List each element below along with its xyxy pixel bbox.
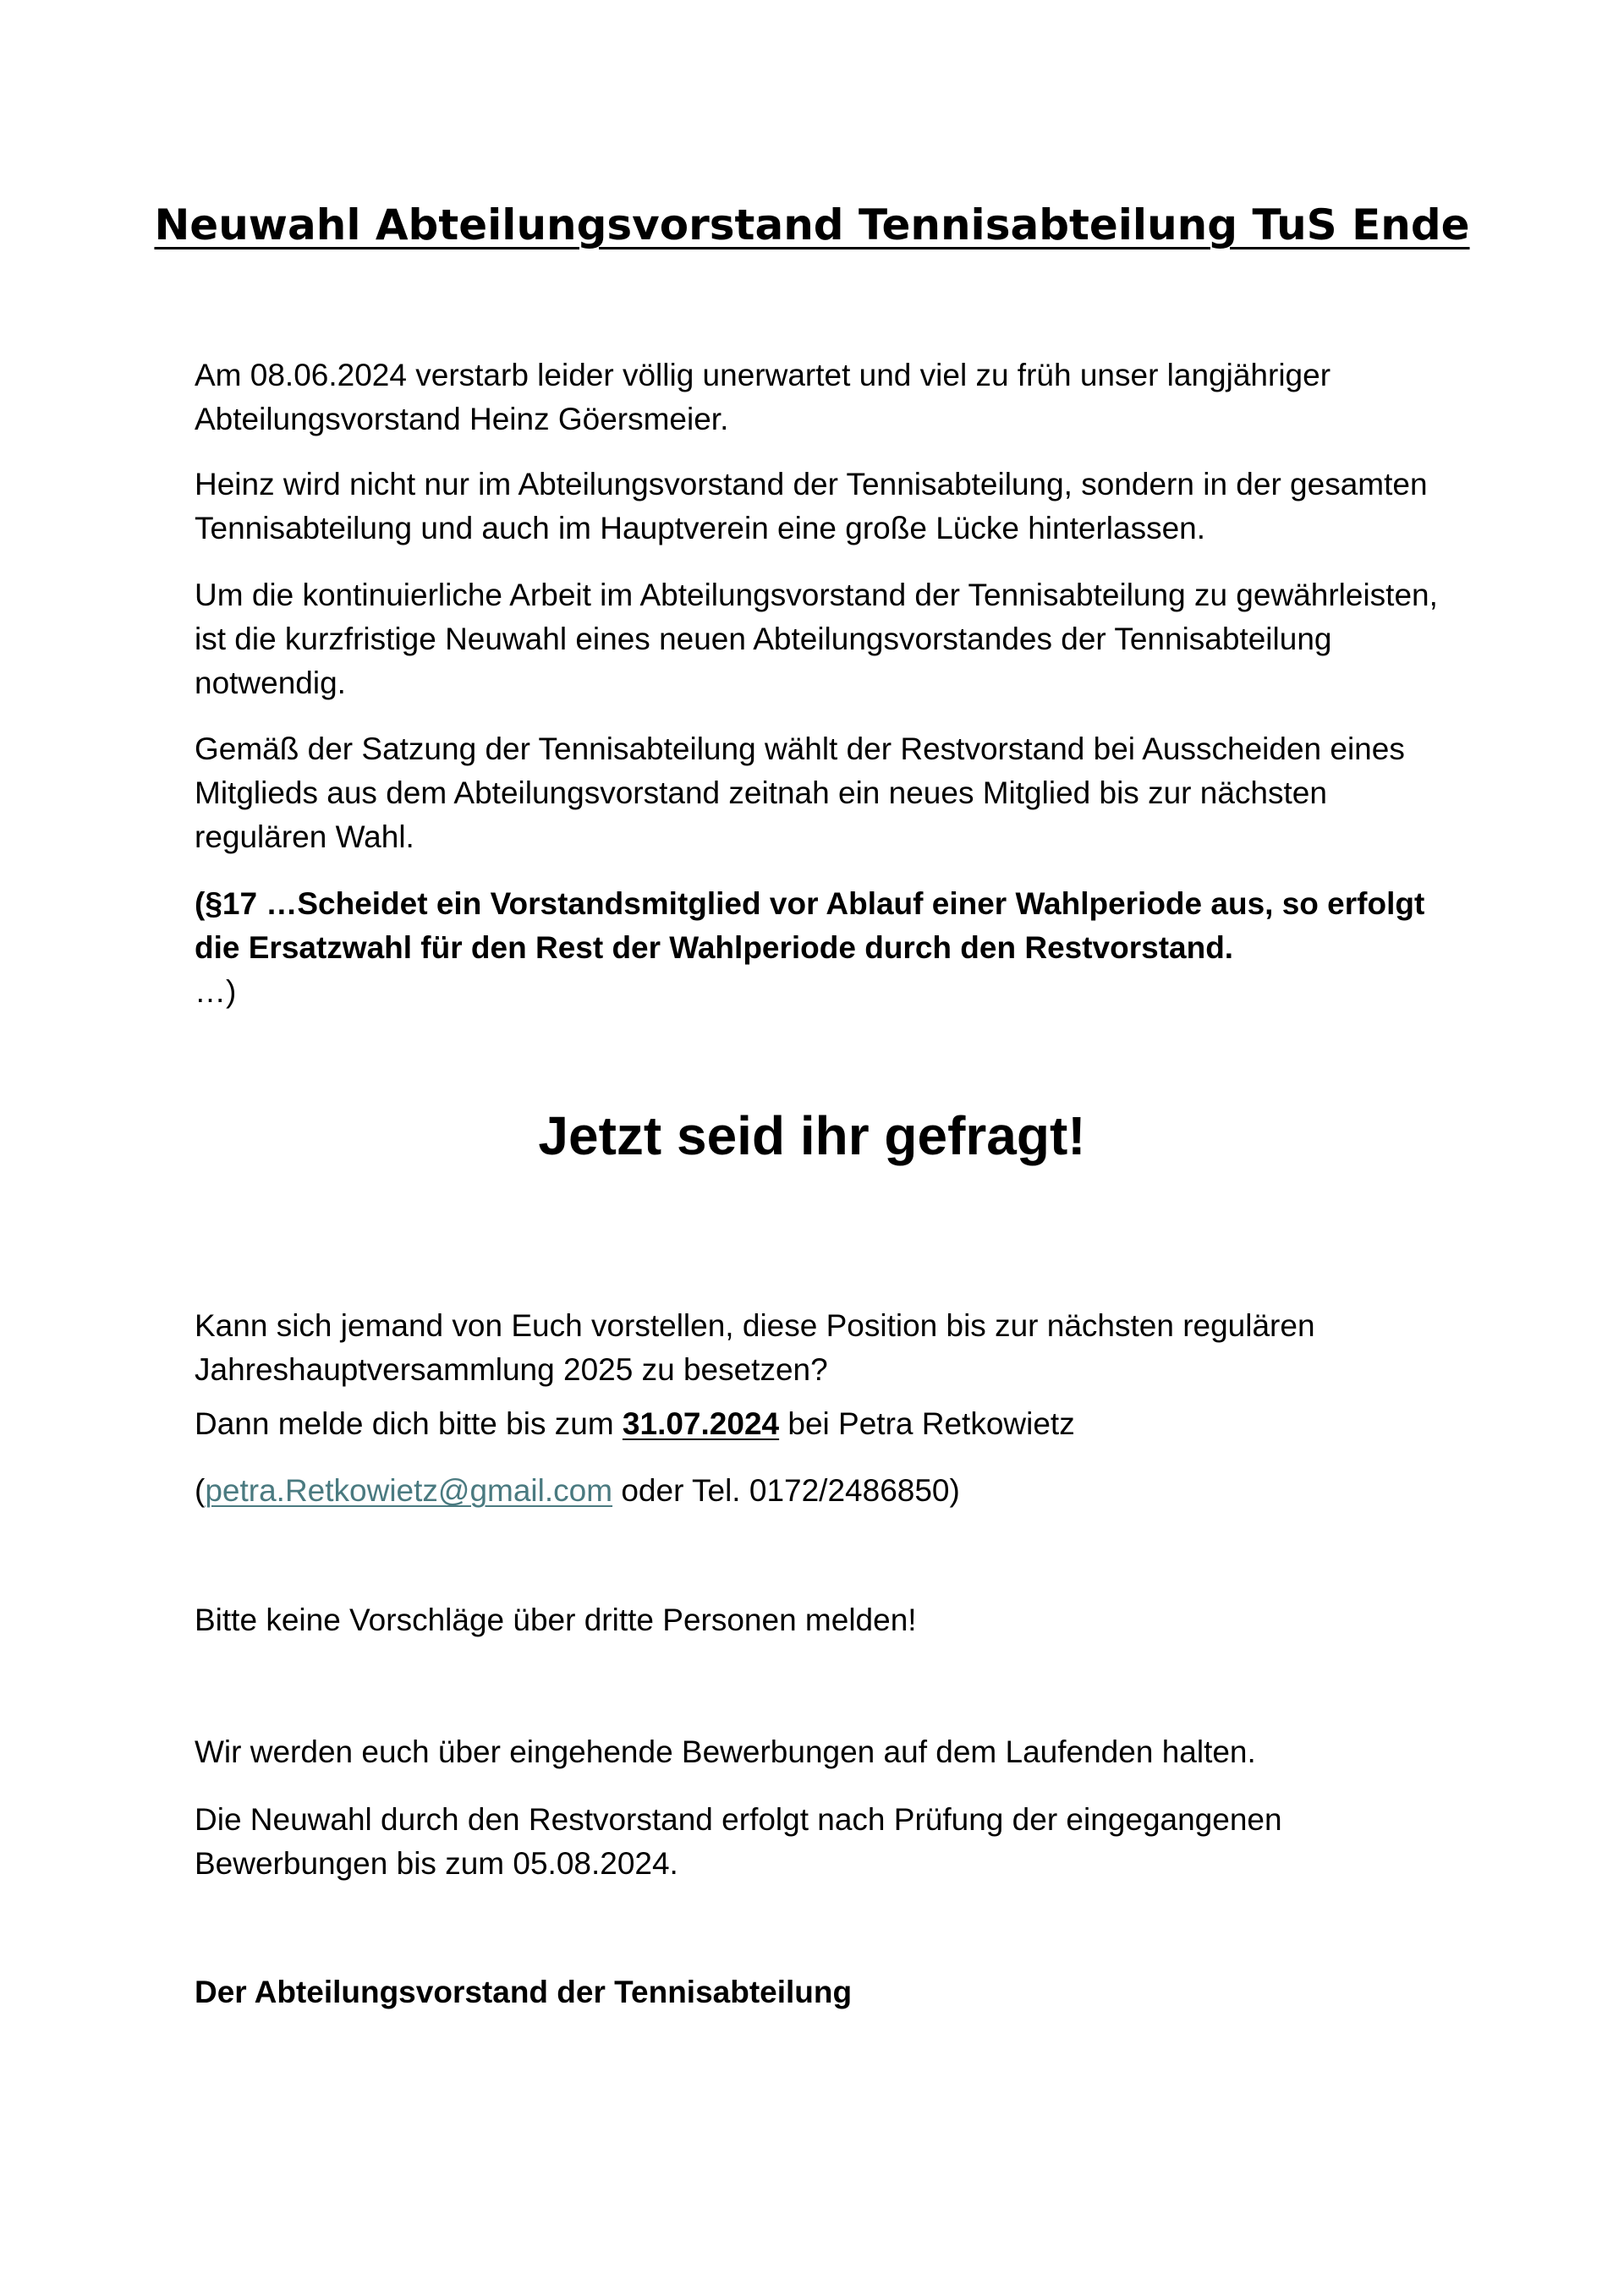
contact-rest: oder Tel. 0172/2486850) [612,1473,960,1508]
deadline-prefix: Dann melde dich bitte bis zum [195,1406,623,1441]
paragraph-update: Wir werden euch über eingehende Bewerbungen auf dem Laufenden halten. [195,1734,1256,1769]
statute-quote [195,882,1463,1014]
quote-open: (§17 … [195,886,298,921]
paragraph-announcement: Am 08.06.2024 verstarb leider völlig unerwartet und viel zu früh unser langjähriger Abteilungsvorstand Heinz Göersmeier. [195,358,1331,436]
signature: Der Abteilungsvorstand der Tennisabteilung [195,1975,853,2009]
paragraph-tribute: Heinz wird nicht nur im Abteilungsvorstand der Tennisabteilung, sondern in der gesamten Tennisabteilung und auch im Hauptverein eine große Lücke hinterlassen. [195,467,1428,545]
quote-text: Scheidet ein Vorstandsmitglied vor Ablauf einer Wahlperiode aus, so erfolgt die Ersatzwahl für den Rest der Wahlperiode durch den Restvorstand. [195,886,1425,965]
call-heading: Jetzt seid ihr gefragt! [538,1105,1086,1166]
deadline-suffix: bei Petra Retkowietz [779,1406,1075,1441]
email-link[interactable]: petra.Retkowietz@gmail.com [205,1473,613,1508]
contact-open: ( [195,1473,206,1508]
paragraph-statute: Gemäß der Satzung der Tennisabteilung wählt der Restvorstand bei Ausscheiden eines Mitglieds aus dem Abteilungsvorstand zeitnah ein neues Mitglied bis zur nächsten regulären Wahl. [195,732,1405,854]
paragraph-contact [195,1469,1463,1513]
document-title: Neuwahl Abteilungsvorstand Tennisabteilung TuS Ende [154,200,1470,249]
paragraph-deadline [195,1402,1463,1446]
paragraph-necessity: Um die kontinuierliche Arbeit im Abteilungsvorstand der Tennisabteilung zu gewährleisten, ist die kurzfristige Neuwahl eines neuen Abteilungsvorstandes der Tennisabteilung notwendig. [195,578,1438,700]
paragraph-election: Die Neuwahl durch den Restvorstand erfolgt nach Prüfung der eingegangenen Bewerbungen bis zum 05.08.2024. [195,1802,1282,1881]
paragraph-question: Kann sich jemand von Euch vorstellen, diese Position bis zur nächsten regulären Jahreshauptversammlung 2025 zu besetzen? [195,1308,1315,1387]
deadline-date: 31.07.2024 [622,1406,780,1441]
paragraph-notice: Bitte keine Vorschläge über dritte Personen melden! [195,1603,917,1637]
quote-close: …) [195,974,237,1009]
